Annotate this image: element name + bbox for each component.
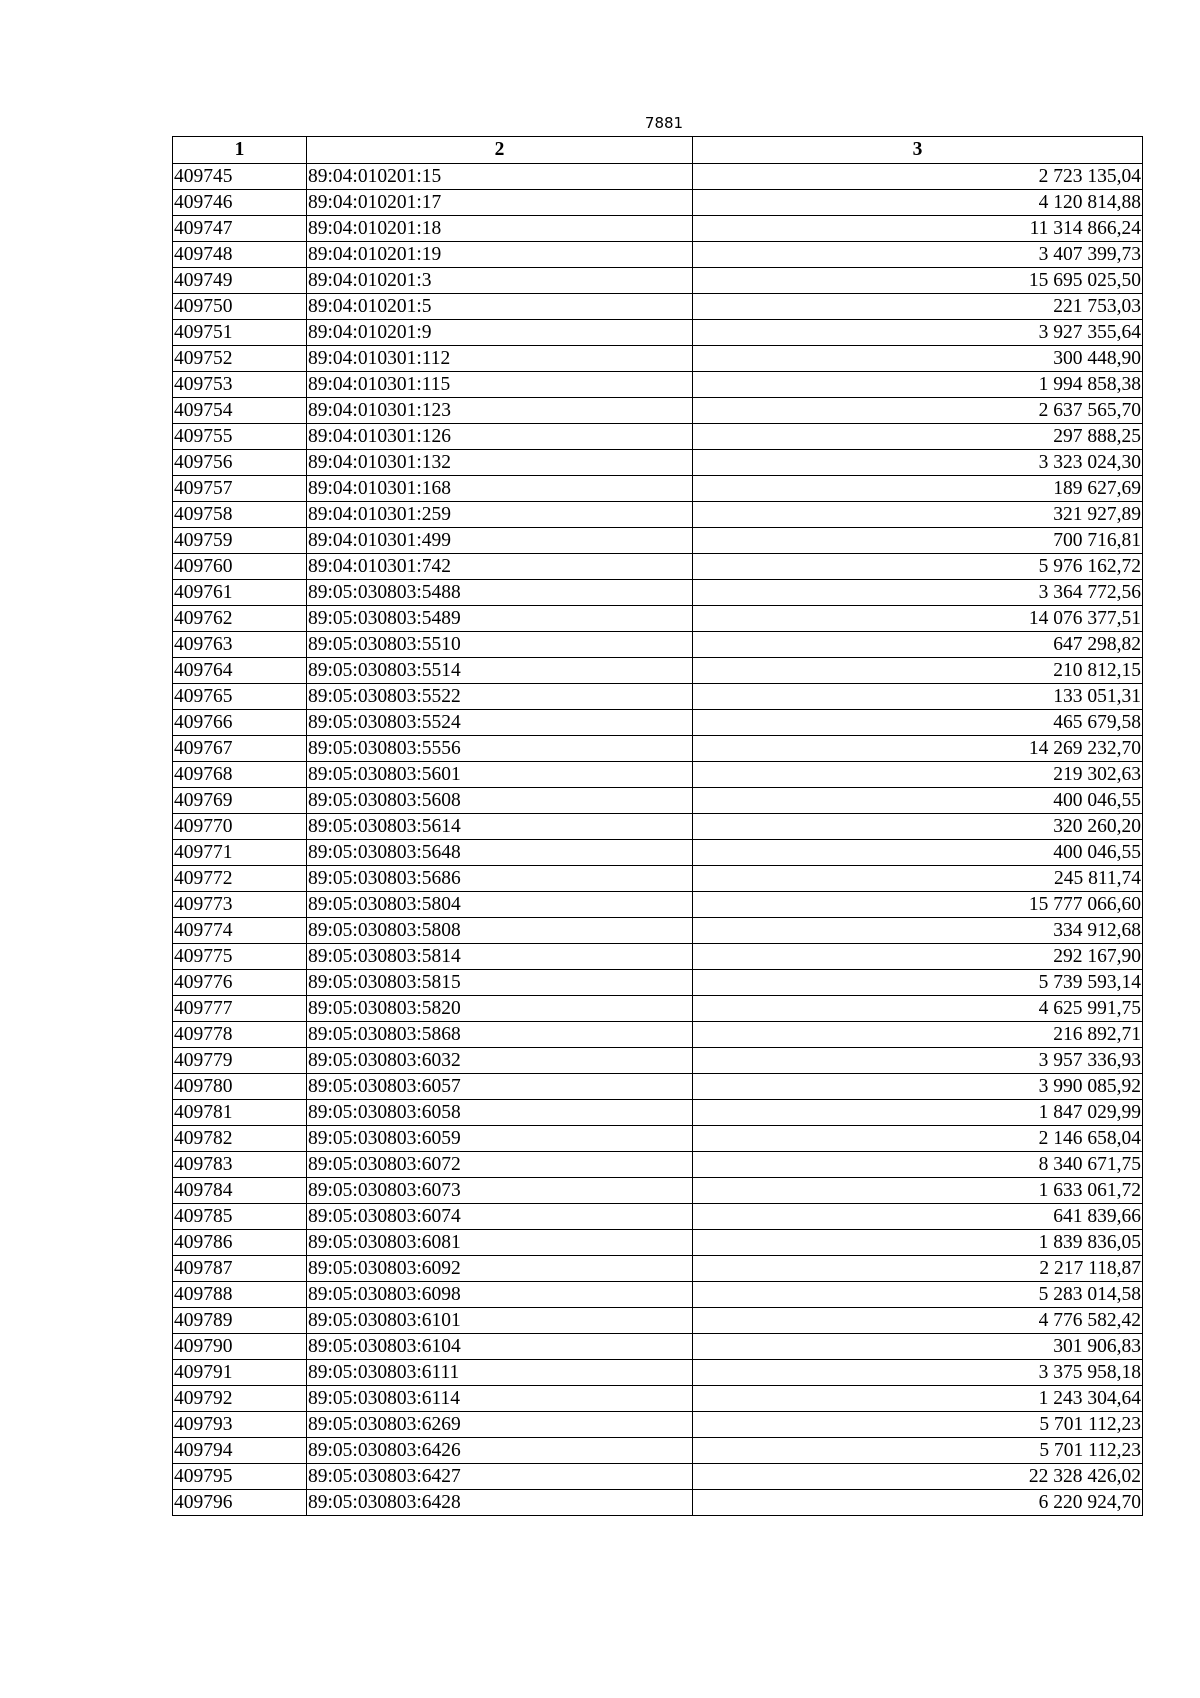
value-cell: 292 167,90 bbox=[693, 944, 1143, 970]
cadastral-number-cell: 89:05:030803:6073 bbox=[307, 1178, 693, 1204]
cadastral-number-cell: 89:04:010201:3 bbox=[307, 268, 693, 294]
value-cell: 3 364 772,56 bbox=[693, 580, 1143, 606]
cadastral-number-cell: 89:04:010301:168 bbox=[307, 476, 693, 502]
value-cell: 5 701 112,23 bbox=[693, 1438, 1143, 1464]
cadastral-number-cell: 89:05:030803:6081 bbox=[307, 1230, 693, 1256]
table-header-row bbox=[173, 137, 1143, 164]
row-id-cell: 409790 bbox=[173, 1334, 307, 1360]
row-id-cell: 409789 bbox=[173, 1308, 307, 1334]
row-id-cell: 409795 bbox=[173, 1464, 307, 1490]
row-id-cell: 409754 bbox=[173, 398, 307, 424]
cadastral-number-cell: 89:05:030803:5686 bbox=[307, 866, 693, 892]
table-row bbox=[173, 892, 1143, 918]
cadastral-number-cell: 89:05:030803:6098 bbox=[307, 1282, 693, 1308]
table-row bbox=[173, 190, 1143, 216]
value-cell: 465 679,58 bbox=[693, 710, 1143, 736]
table-row bbox=[173, 268, 1143, 294]
row-id-cell: 409779 bbox=[173, 1048, 307, 1074]
value-cell: 3 927 355,64 bbox=[693, 320, 1143, 346]
value-cell: 700 716,81 bbox=[693, 528, 1143, 554]
table-row bbox=[173, 528, 1143, 554]
table-row bbox=[173, 1464, 1143, 1490]
row-id-cell: 409783 bbox=[173, 1152, 307, 1178]
row-id-cell: 409773 bbox=[173, 892, 307, 918]
value-cell: 6 220 924,70 bbox=[693, 1490, 1143, 1516]
cadastral-number-cell: 89:04:010201:19 bbox=[307, 242, 693, 268]
table-row bbox=[173, 762, 1143, 788]
row-id-cell: 409748 bbox=[173, 242, 307, 268]
row-id-cell: 409781 bbox=[173, 1100, 307, 1126]
row-id-cell: 409769 bbox=[173, 788, 307, 814]
row-id-cell: 409751 bbox=[173, 320, 307, 346]
cadastral-number-cell: 89:04:010201:18 bbox=[307, 216, 693, 242]
column-header: 3 bbox=[693, 137, 1143, 164]
cadastral-number-cell: 89:05:030803:6058 bbox=[307, 1100, 693, 1126]
cadastral-number-cell: 89:05:030803:5522 bbox=[307, 684, 693, 710]
cadastral-number-cell: 89:04:010301:132 bbox=[307, 450, 693, 476]
table-row bbox=[173, 944, 1143, 970]
cadastral-number-cell: 89:04:010201:17 bbox=[307, 190, 693, 216]
table-row bbox=[173, 1256, 1143, 1282]
value-cell: 5 283 014,58 bbox=[693, 1282, 1143, 1308]
table-row bbox=[173, 658, 1143, 684]
row-id-cell: 409788 bbox=[173, 1282, 307, 1308]
table-row bbox=[173, 1204, 1143, 1230]
cadastral-number-cell: 89:05:030803:5601 bbox=[307, 762, 693, 788]
table-row bbox=[173, 918, 1143, 944]
value-cell: 3 957 336,93 bbox=[693, 1048, 1143, 1074]
value-cell: 216 892,71 bbox=[693, 1022, 1143, 1048]
cadastral-number-cell: 89:05:030803:5489 bbox=[307, 606, 693, 632]
table-body bbox=[173, 164, 1143, 1516]
table-row bbox=[173, 1230, 1143, 1256]
table-row bbox=[173, 242, 1143, 268]
row-id-cell: 409755 bbox=[173, 424, 307, 450]
row-id-cell: 409774 bbox=[173, 918, 307, 944]
table-row bbox=[173, 164, 1143, 190]
cadastral-number-cell: 89:05:030803:6072 bbox=[307, 1152, 693, 1178]
row-id-cell: 409776 bbox=[173, 970, 307, 996]
row-id-cell: 409782 bbox=[173, 1126, 307, 1152]
row-id-cell: 409745 bbox=[173, 164, 307, 190]
row-id-cell: 409784 bbox=[173, 1178, 307, 1204]
table-row bbox=[173, 1308, 1143, 1334]
value-cell: 400 046,55 bbox=[693, 788, 1143, 814]
cadastral-number-cell: 89:04:010201:9 bbox=[307, 320, 693, 346]
table-row bbox=[173, 580, 1143, 606]
cadastral-number-cell: 89:05:030803:6032 bbox=[307, 1048, 693, 1074]
table-row bbox=[173, 1048, 1143, 1074]
row-id-cell: 409777 bbox=[173, 996, 307, 1022]
cadastral-number-cell: 89:05:030803:6111 bbox=[307, 1360, 693, 1386]
value-cell: 334 912,68 bbox=[693, 918, 1143, 944]
value-cell: 11 314 866,24 bbox=[693, 216, 1143, 242]
value-cell: 133 051,31 bbox=[693, 684, 1143, 710]
cadastral-number-cell: 89:05:030803:5815 bbox=[307, 970, 693, 996]
row-id-cell: 409796 bbox=[173, 1490, 307, 1516]
cadastral-number-cell: 89:04:010301:112 bbox=[307, 346, 693, 372]
value-cell: 5 701 112,23 bbox=[693, 1412, 1143, 1438]
row-id-cell: 409775 bbox=[173, 944, 307, 970]
row-id-cell: 409771 bbox=[173, 840, 307, 866]
value-cell: 1 839 836,05 bbox=[693, 1230, 1143, 1256]
table-row bbox=[173, 736, 1143, 762]
cadastral-number-cell: 89:04:010301:259 bbox=[307, 502, 693, 528]
table-row bbox=[173, 346, 1143, 372]
table-row bbox=[173, 476, 1143, 502]
cadastral-number-cell: 89:05:030803:5648 bbox=[307, 840, 693, 866]
table-row bbox=[173, 372, 1143, 398]
value-cell: 8 340 671,75 bbox=[693, 1152, 1143, 1178]
row-id-cell: 409780 bbox=[173, 1074, 307, 1100]
row-id-cell: 409765 bbox=[173, 684, 307, 710]
table-row bbox=[173, 1360, 1143, 1386]
table-row bbox=[173, 1490, 1143, 1516]
table-row bbox=[173, 866, 1143, 892]
table-row bbox=[173, 788, 1143, 814]
value-cell: 321 927,89 bbox=[693, 502, 1143, 528]
row-id-cell: 409766 bbox=[173, 710, 307, 736]
table-row bbox=[173, 1022, 1143, 1048]
row-id-cell: 409762 bbox=[173, 606, 307, 632]
row-id-cell: 409747 bbox=[173, 216, 307, 242]
cadastral-number-cell: 89:05:030803:6269 bbox=[307, 1412, 693, 1438]
row-id-cell: 409760 bbox=[173, 554, 307, 580]
value-cell: 3 407 399,73 bbox=[693, 242, 1143, 268]
value-cell: 297 888,25 bbox=[693, 424, 1143, 450]
cadastral-number-cell: 89:05:030803:6428 bbox=[307, 1490, 693, 1516]
data-table bbox=[172, 136, 1143, 1516]
value-cell: 4 625 991,75 bbox=[693, 996, 1143, 1022]
row-id-cell: 409752 bbox=[173, 346, 307, 372]
value-cell: 22 328 426,02 bbox=[693, 1464, 1143, 1490]
column-header: 1 bbox=[173, 137, 307, 164]
table-row bbox=[173, 320, 1143, 346]
value-cell: 400 046,55 bbox=[693, 840, 1143, 866]
value-cell: 5 739 593,14 bbox=[693, 970, 1143, 996]
value-cell: 5 976 162,72 bbox=[693, 554, 1143, 580]
table-row bbox=[173, 840, 1143, 866]
cadastral-number-cell: 89:05:030803:5514 bbox=[307, 658, 693, 684]
cadastral-number-cell: 89:05:030803:5820 bbox=[307, 996, 693, 1022]
value-cell: 15 695 025,50 bbox=[693, 268, 1143, 294]
row-id-cell: 409767 bbox=[173, 736, 307, 762]
table-row bbox=[173, 554, 1143, 580]
table-row bbox=[173, 1126, 1143, 1152]
value-cell: 2 637 565,70 bbox=[693, 398, 1143, 424]
table-row bbox=[173, 216, 1143, 242]
table-row bbox=[173, 1100, 1143, 1126]
cadastral-number-cell: 89:05:030803:6426 bbox=[307, 1438, 693, 1464]
cadastral-number-cell: 89:05:030803:6057 bbox=[307, 1074, 693, 1100]
cadastral-number-cell: 89:04:010301:742 bbox=[307, 554, 693, 580]
table-row bbox=[173, 502, 1143, 528]
cadastral-number-cell: 89:05:030803:5614 bbox=[307, 814, 693, 840]
cadastral-number-cell: 89:04:010301:123 bbox=[307, 398, 693, 424]
value-cell: 189 627,69 bbox=[693, 476, 1143, 502]
value-cell: 14 076 377,51 bbox=[693, 606, 1143, 632]
cadastral-number-cell: 89:05:030803:5524 bbox=[307, 710, 693, 736]
value-cell: 4 776 582,42 bbox=[693, 1308, 1143, 1334]
value-cell: 301 906,83 bbox=[693, 1334, 1143, 1360]
value-cell: 219 302,63 bbox=[693, 762, 1143, 788]
value-cell: 300 448,90 bbox=[693, 346, 1143, 372]
row-id-cell: 409757 bbox=[173, 476, 307, 502]
table-row bbox=[173, 684, 1143, 710]
table-row bbox=[173, 294, 1143, 320]
value-cell: 1 633 061,72 bbox=[693, 1178, 1143, 1204]
table-row bbox=[173, 1178, 1143, 1204]
cadastral-number-cell: 89:05:030803:6059 bbox=[307, 1126, 693, 1152]
row-id-cell: 409758 bbox=[173, 502, 307, 528]
value-cell: 15 777 066,60 bbox=[693, 892, 1143, 918]
row-id-cell: 409753 bbox=[173, 372, 307, 398]
cadastral-number-cell: 89:04:010301:499 bbox=[307, 528, 693, 554]
column-header: 2 bbox=[307, 137, 693, 164]
value-cell: 2 723 135,04 bbox=[693, 164, 1143, 190]
value-cell: 221 753,03 bbox=[693, 294, 1143, 320]
cadastral-number-cell: 89:05:030803:6101 bbox=[307, 1308, 693, 1334]
row-id-cell: 409749 bbox=[173, 268, 307, 294]
row-id-cell: 409791 bbox=[173, 1360, 307, 1386]
table-row bbox=[173, 450, 1143, 476]
value-cell: 3 375 958,18 bbox=[693, 1360, 1143, 1386]
cadastral-number-cell: 89:05:030803:5814 bbox=[307, 944, 693, 970]
cadastral-number-cell: 89:05:030803:6104 bbox=[307, 1334, 693, 1360]
table-row bbox=[173, 398, 1143, 424]
cadastral-number-cell: 89:05:030803:6092 bbox=[307, 1256, 693, 1282]
value-cell: 245 811,74 bbox=[693, 866, 1143, 892]
row-id-cell: 409786 bbox=[173, 1230, 307, 1256]
value-cell: 1 994 858,38 bbox=[693, 372, 1143, 398]
value-cell: 210 812,15 bbox=[693, 658, 1143, 684]
cadastral-number-cell: 89:05:030803:6427 bbox=[307, 1464, 693, 1490]
value-cell: 1 243 304,64 bbox=[693, 1386, 1143, 1412]
table-row bbox=[173, 1334, 1143, 1360]
row-id-cell: 409787 bbox=[173, 1256, 307, 1282]
table-row bbox=[173, 970, 1143, 996]
cadastral-number-cell: 89:05:030803:6074 bbox=[307, 1204, 693, 1230]
cadastral-number-cell: 89:04:010301:115 bbox=[307, 372, 693, 398]
value-cell: 320 260,20 bbox=[693, 814, 1143, 840]
cadastral-number-cell: 89:05:030803:5510 bbox=[307, 632, 693, 658]
row-id-cell: 409794 bbox=[173, 1438, 307, 1464]
row-id-cell: 409793 bbox=[173, 1412, 307, 1438]
table-row bbox=[173, 606, 1143, 632]
row-id-cell: 409764 bbox=[173, 658, 307, 684]
row-id-cell: 409772 bbox=[173, 866, 307, 892]
cadastral-number-cell: 89:05:030803:5868 bbox=[307, 1022, 693, 1048]
row-id-cell: 409746 bbox=[173, 190, 307, 216]
row-id-cell: 409761 bbox=[173, 580, 307, 606]
cadastral-number-cell: 89:05:030803:5556 bbox=[307, 736, 693, 762]
cadastral-number-cell: 89:05:030803:5808 bbox=[307, 918, 693, 944]
page-number: 7881 bbox=[644, 114, 684, 132]
table-row bbox=[173, 1282, 1143, 1308]
row-id-cell: 409756 bbox=[173, 450, 307, 476]
table-row bbox=[173, 710, 1143, 736]
table-row bbox=[173, 1438, 1143, 1464]
value-cell: 647 298,82 bbox=[693, 632, 1143, 658]
value-cell: 4 120 814,88 bbox=[693, 190, 1143, 216]
cadastral-number-cell: 89:05:030803:6114 bbox=[307, 1386, 693, 1412]
table-row bbox=[173, 814, 1143, 840]
table-row bbox=[173, 996, 1143, 1022]
cadastral-number-cell: 89:05:030803:5804 bbox=[307, 892, 693, 918]
cadastral-number-cell: 89:05:030803:5488 bbox=[307, 580, 693, 606]
cadastral-number-cell: 89:04:010301:126 bbox=[307, 424, 693, 450]
cadastral-number-cell: 89:05:030803:5608 bbox=[307, 788, 693, 814]
row-id-cell: 409768 bbox=[173, 762, 307, 788]
table-row bbox=[173, 424, 1143, 450]
row-id-cell: 409750 bbox=[173, 294, 307, 320]
row-id-cell: 409759 bbox=[173, 528, 307, 554]
value-cell: 2 217 118,87 bbox=[693, 1256, 1143, 1282]
row-id-cell: 409763 bbox=[173, 632, 307, 658]
row-id-cell: 409770 bbox=[173, 814, 307, 840]
value-cell: 1 847 029,99 bbox=[693, 1100, 1143, 1126]
value-cell: 641 839,66 bbox=[693, 1204, 1143, 1230]
cadastral-number-cell: 89:04:010201:5 bbox=[307, 294, 693, 320]
table-row bbox=[173, 632, 1143, 658]
row-id-cell: 409785 bbox=[173, 1204, 307, 1230]
cadastral-number-cell: 89:04:010201:15 bbox=[307, 164, 693, 190]
row-id-cell: 409792 bbox=[173, 1386, 307, 1412]
table-row bbox=[173, 1074, 1143, 1100]
value-cell: 3 323 024,30 bbox=[693, 450, 1143, 476]
value-cell: 14 269 232,70 bbox=[693, 736, 1143, 762]
table-row bbox=[173, 1152, 1143, 1178]
value-cell: 3 990 085,92 bbox=[693, 1074, 1143, 1100]
table-row bbox=[173, 1412, 1143, 1438]
row-id-cell: 409778 bbox=[173, 1022, 307, 1048]
value-cell: 2 146 658,04 bbox=[693, 1126, 1143, 1152]
table-row bbox=[173, 1386, 1143, 1412]
